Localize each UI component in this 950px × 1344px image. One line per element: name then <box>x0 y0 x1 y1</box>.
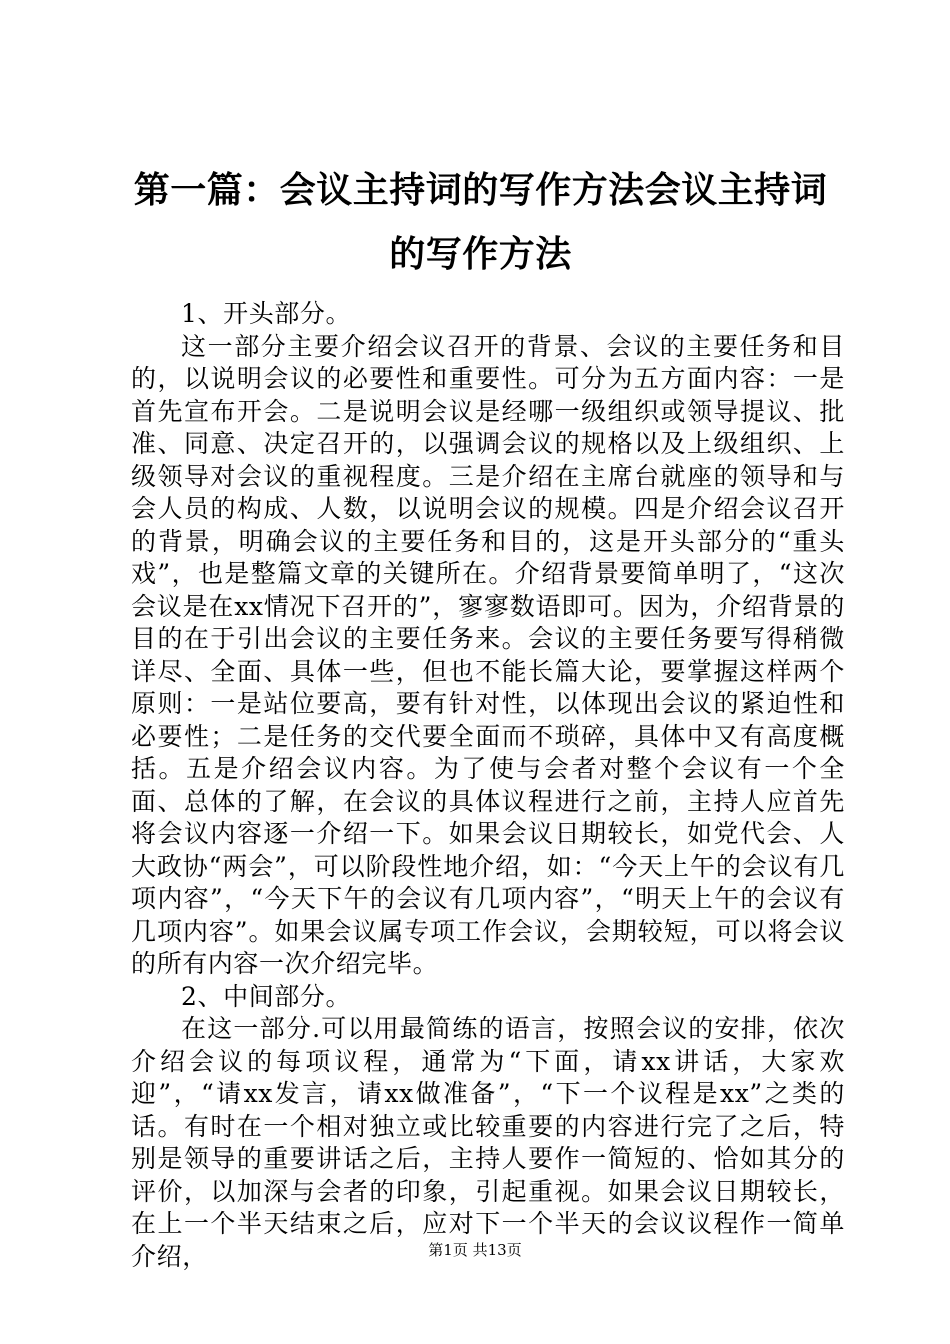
body-paragraph-opening: 这一部分主要介绍会议召开的背景、会议的主要任务和目的，以说明会议的必要性和重要性。可分为五方面内容：一是首先宣布开会。二是说明会议是经哪一级组织或领导提议、批准、同意、决定召开的，以强调会议的规格以及上级组织、上级领导对会议的重视程度。三是介绍在主席台就座的领导和与会人员的构成、人数，以说明会议的规模。四是介绍会议召开的背景，明确会议的主要任务和目的，这是开头部分的“重头戏”，也是整篇文章的关键所在。介绍背景要简单明了，“这次会议是在xx情况下召开的”，寥寥数语即可。因为，介绍背景的目的在于引出会议的主要任务来。会议的主要任务要写得稍微详尽、全面、具体一些，但也不能长篇大论，要掌握这样两个原则：一是站位要高，要有针对性，以体现出会议的紧迫性和必要性；二是任务的交代要全面而不琐碎，具体中又有高度概括。五是介绍会议内容。为了使与会者对整个会议有一个全面、总体的了解，在会议的具体议程进行之前，主持人应首先将会议内容逐一介绍一下。如果会议日期较长，如党代会、人大政协“两会”，可以阶段性地介绍，如：“今天上午的会议有几项内容”，“今天下午的会议有几项内容”，“明天上午的会议有几项内容”。如果会议属专项工作会议，会期较短，可以将会议的所有内容一次介绍完毕。 <box>131 331 845 978</box>
section-heading-middle: 2、中间部分。 <box>181 981 352 1011</box>
document-body <box>131 298 845 1273</box>
document-title: 第一篇：会议主持词的写作方法会议主持词的写作方法 <box>133 169 828 275</box>
page-number-footer: 第1页 共13页 <box>428 1241 522 1259</box>
section-heading-opening: 1、开头部分。 <box>181 299 352 328</box>
body-paragraph-middle: 在这一部分.可以用最简练的语言，按照会议的安排，依次介绍会议的每项议程，通常为“下面，请xx讲话，大家欢迎”，“请xx发言，请xx做准备”，“下一个议程是xx”之类的话。有时在一个相对独立或比较重要的内容进行完了之后，特别是领导的重要讲话之后，主持人要作一简短的、恰如其分的评价，以加深与会者的印象，引起重视。如果会议日期较长，在上一个半天结束之后，应对下一个半天的会议议程作一简单介绍， <box>131 1014 845 1271</box>
